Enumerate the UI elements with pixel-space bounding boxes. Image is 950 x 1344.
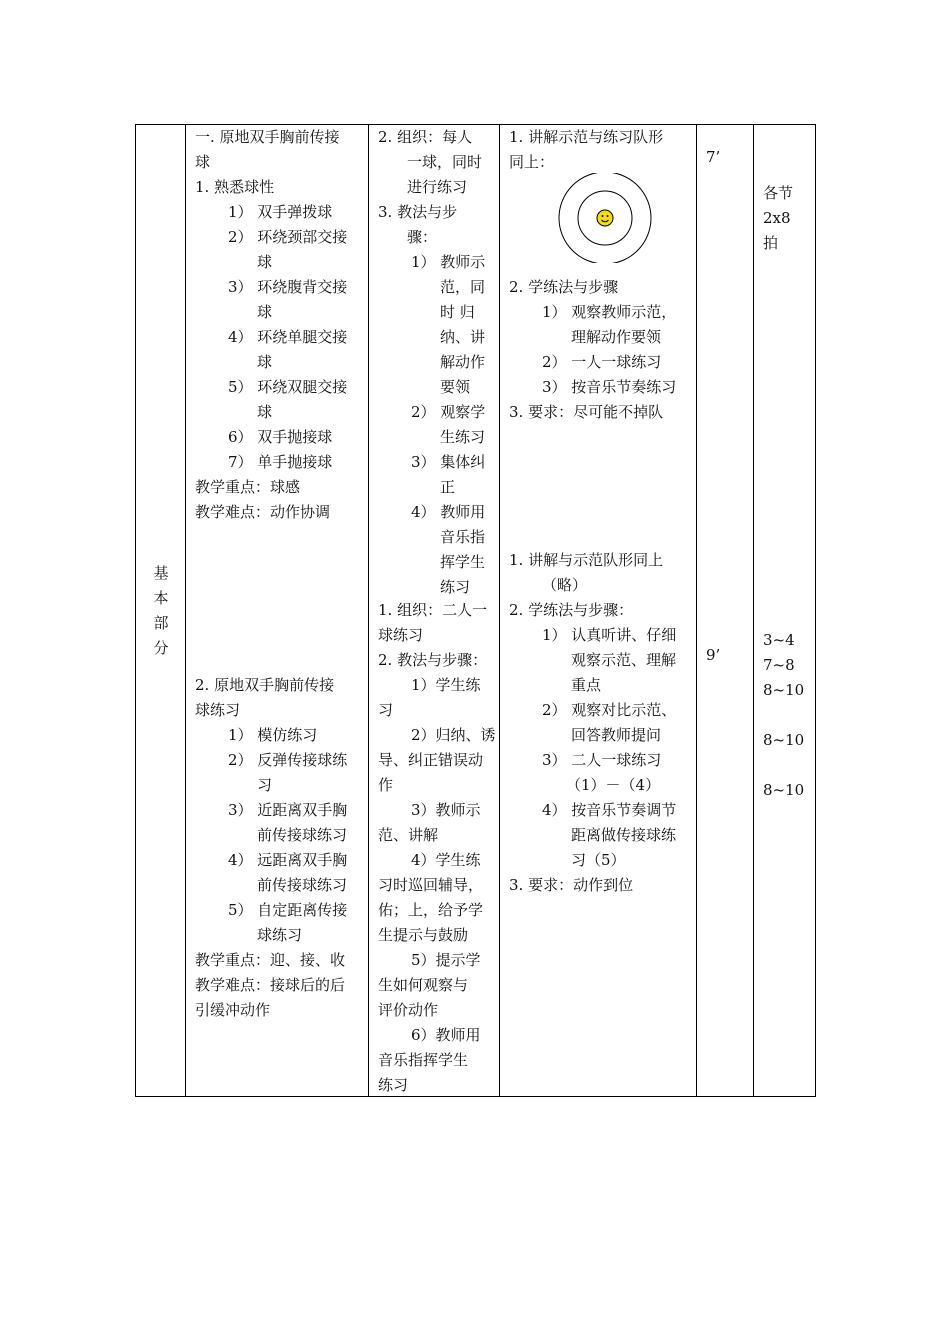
student-column [499, 125, 697, 1096]
student-line: 1. 讲解示范与练习队形 [509, 128, 664, 146]
teacher-line: 1）学生练 [411, 676, 481, 694]
teacher-line: 挥学生 [440, 553, 486, 571]
teacher-column [368, 125, 500, 1096]
student-line: （略） [542, 576, 588, 594]
teacher-line: 正 [440, 478, 456, 496]
content-line: 球 [257, 353, 273, 371]
teacher-line: 生提示与鼓励 [378, 926, 469, 944]
count-value: 7~8 [763, 656, 795, 674]
smiley-face-icon [597, 210, 613, 226]
content-line: 4） 环绕单腿交接 [228, 328, 348, 346]
teacher-line: 音乐指挥学生 [378, 1051, 469, 1069]
teacher-line: 评价动作 [378, 1001, 439, 1019]
teacher-line: 生练习 [440, 428, 486, 446]
teacher-line: 3. 教法与步 [378, 203, 458, 221]
student-line: 2. 学练法与步骤： [509, 601, 634, 619]
content-line: 2） 反弹传接球练 [228, 751, 348, 769]
content-line: 4） 远距离双手胸 [228, 851, 348, 869]
student-line: 重点 [571, 676, 602, 694]
student-line: 3） 按音乐节奏练习 [542, 378, 677, 396]
section-label-char: 部 [153, 614, 169, 632]
student-line: 习（5） [571, 851, 626, 869]
student-line: 2. 学练法与步骤 [509, 278, 619, 296]
count-value: 8~10 [763, 781, 805, 799]
teacher-line: 练习 [378, 1076, 409, 1094]
content-line: 球练习 [195, 701, 241, 719]
teacher-line: 习时巡回辅导， [378, 876, 484, 894]
content-column [185, 125, 369, 1096]
teacher-line: 音乐指 [440, 528, 486, 546]
teacher-line: 2）归纳、诱 [411, 726, 496, 744]
teacher-line: 球练习 [378, 626, 424, 644]
teacher-line: 4） 教师用 [411, 503, 486, 521]
content-line: 1） 双手弹拨球 [228, 203, 333, 221]
teacher-line: 骤： [407, 228, 438, 246]
student-line: 距离做传接球练 [571, 826, 677, 844]
teacher-line: 佑；上，给予学 [378, 901, 484, 919]
content-line: 球 [257, 303, 273, 321]
student-line: 理解动作要领 [571, 328, 662, 346]
lesson-plan-table [135, 124, 816, 1097]
teacher-line: 纳、讲 [440, 328, 486, 346]
content-line: 1. 熟悉球性 [195, 178, 275, 196]
time-value: 7’ [706, 148, 721, 166]
section-label-char: 分 [153, 639, 169, 657]
teacher-line: 3）教师示 [411, 801, 481, 819]
student-line: 观察示范、理解 [571, 651, 677, 669]
content-line: 教学重点：球感 [195, 478, 301, 496]
content-line: 球练习 [257, 926, 303, 944]
content-line: 引缓冲动作 [195, 1001, 271, 1019]
content-line: 2） 环绕颈部交接 [228, 228, 348, 246]
teacher-line: 习 [378, 701, 394, 719]
teacher-line: 进行练习 [407, 178, 468, 196]
teacher-line: 范，同 [440, 278, 486, 296]
teacher-line: 4）学生练 [411, 851, 481, 869]
count-value: 8~10 [763, 731, 805, 749]
section-column [136, 125, 185, 1096]
teacher-line: 解动作 [440, 353, 486, 371]
teacher-line: 2. 教法与步骤： [378, 651, 488, 669]
content-line: 3） 近距离双手胸 [228, 801, 348, 819]
student-line: 4） 按音乐节奏调节 [542, 801, 677, 819]
student-line: 3. 要求：尽可能不掉队 [509, 403, 664, 421]
count-value: 3~4 [763, 631, 795, 649]
content-line: 5） 自定距离传接 [228, 901, 348, 919]
student-line: （1）－（4） [566, 776, 661, 794]
section-label-char: 本 [153, 589, 169, 607]
teacher-line: 3） 集体纠 [411, 453, 486, 471]
student-line: 回答教师提问 [571, 726, 662, 744]
count-column [753, 125, 816, 1096]
student-line: 3. 要求：动作到位 [509, 876, 634, 894]
section-label [146, 561, 176, 661]
student-line: 1） 观察教师示范， [542, 303, 677, 321]
teacher-line: 练习 [440, 578, 471, 596]
time-column [696, 125, 754, 1096]
teacher-line: 5）提示学 [411, 951, 481, 969]
student-line: 2） 观察对比示范、 [542, 701, 677, 719]
content-line: 一. 原地双手胸前传接 [195, 128, 340, 146]
content-line: 教学难点：动作协调 [195, 503, 331, 521]
teacher-line: 2. 组织：每人 [378, 128, 473, 146]
teacher-line: 生如何观察与 [378, 976, 469, 994]
content-line: 5） 环绕双腿交接 [228, 378, 348, 396]
student-line: 同上： [509, 153, 555, 171]
teacher-line: 范、讲解 [378, 826, 439, 844]
content-line: 教学重点：迎、接、收 [195, 951, 346, 969]
student-line: 1. 讲解与示范队形同上 [509, 551, 664, 569]
teacher-line: 6）教师用 [411, 1026, 481, 1044]
content-line: 球 [257, 403, 273, 421]
content-line: 球 [195, 153, 211, 171]
content-line: 6） 双手抛接球 [228, 428, 333, 446]
teacher-line: 导、纠正错误动 [378, 751, 484, 769]
teacher-line: 要领 [440, 378, 471, 396]
teacher-line: 作 [378, 776, 394, 794]
content-line: 球 [257, 253, 273, 271]
teacher-line: 1） 教师示 [411, 253, 486, 271]
content-line: 前传接球练习 [257, 826, 348, 844]
count-value: 2x8 [763, 209, 791, 227]
content-line: 7） 单手抛接球 [228, 453, 333, 471]
content-line: 教学难点：接球后的后 [195, 976, 346, 994]
content-line: 习 [257, 776, 273, 794]
content-line: 1） 模仿练习 [228, 726, 318, 744]
count-value: 各节 [763, 184, 794, 202]
teacher-line: 时 归 [440, 303, 475, 321]
teacher-line: 2） 观察学 [411, 403, 486, 421]
teacher-line: 1. 组织：二人一 [378, 601, 488, 619]
time-value: 9’ [706, 646, 721, 664]
student-line: 2） 一人一球练习 [542, 353, 662, 371]
teacher-line: 一球，同时 [407, 153, 483, 171]
student-line: 3） 二人一球练习 [542, 751, 662, 769]
content-line: 前传接球练习 [257, 876, 348, 894]
content-line: 3） 环绕腹背交接 [228, 278, 348, 296]
student-line: 1） 认真听讲、仔细 [542, 626, 677, 644]
section-label-char: 基 [153, 564, 169, 582]
count-value: 8~10 [763, 681, 805, 699]
content-line: 2. 原地双手胸前传接 [195, 676, 335, 694]
count-value: 拍 [763, 234, 779, 252]
formation-diagram [557, 173, 657, 263]
